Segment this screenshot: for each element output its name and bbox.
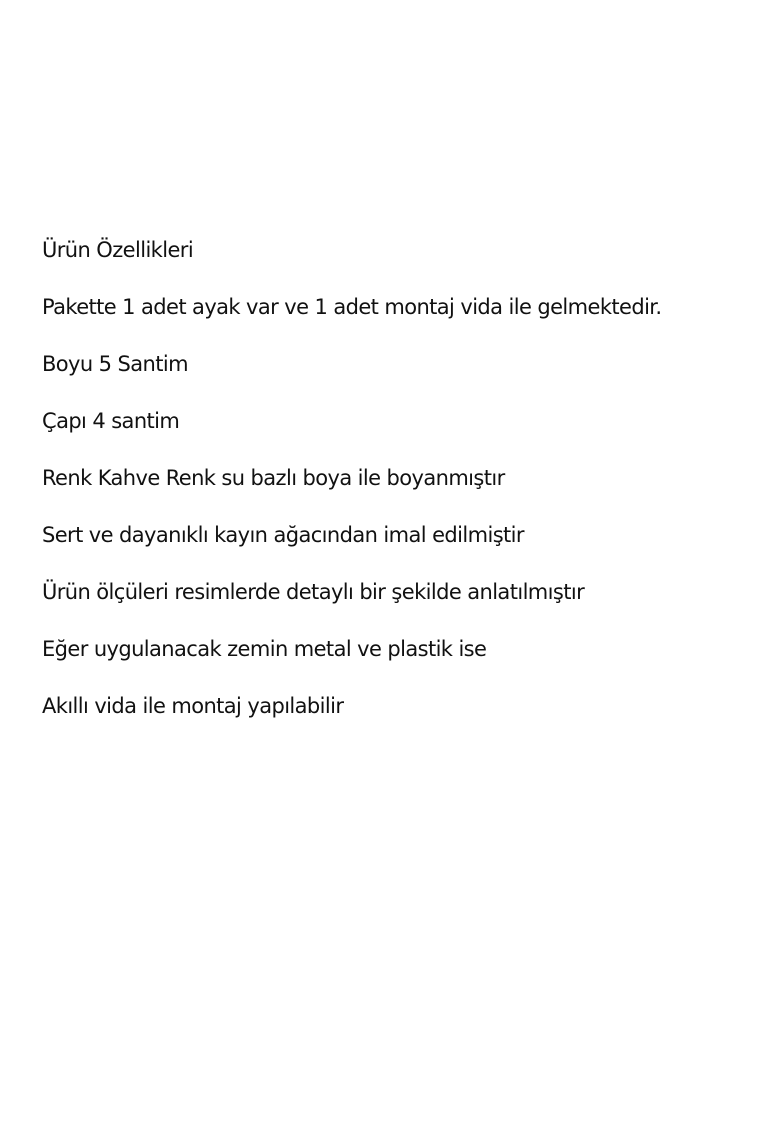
feature-surface-condition: Eğer uygulanacak zemin metal ve plastik ise (42, 637, 487, 661)
features-heading: Ürün Özellikleri (42, 238, 194, 262)
product-features-text (42, 236, 752, 749)
feature-mounting: Akıllı vida ile montaj yapılabilir (42, 694, 344, 718)
feature-color: Renk Kahve Renk su bazlı boya ile boyanmıştır (42, 466, 505, 490)
feature-package-contents: Pakette 1 adet ayak var ve 1 adet montaj vida ile gelmektedir. (42, 295, 662, 319)
feature-dimensions-note: Ürün ölçüleri resimlerde detaylı bir şekilde anlatılmıştır (42, 580, 585, 604)
feature-height: Boyu 5 Santim (42, 352, 188, 376)
feature-material: Sert ve dayanıklı kayın ağacından imal edilmiştir (42, 523, 524, 547)
feature-diameter: Çapı 4 santim (42, 409, 180, 433)
